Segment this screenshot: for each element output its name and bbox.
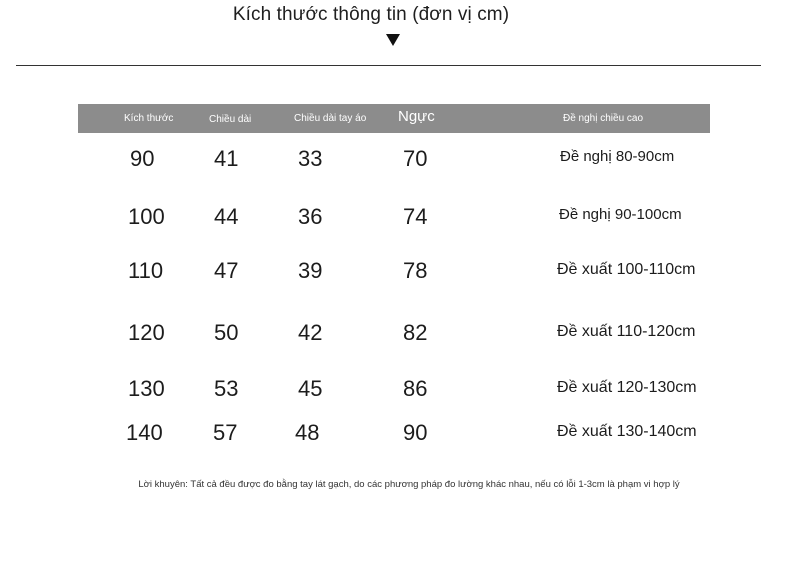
cell-sleeve: 48 [295,420,320,445]
down-arrow-icon [386,34,400,46]
measurement-note-text: Lời khuyên: Tất cả đều được đo bằng tay lát gạch, do các phương pháp đo lường khác nhau, nếu có lỗi 1-3cm là phạm vi hợp lý [138,479,680,490]
cell-length: 57 [213,420,238,445]
cell-length: 47 [214,258,239,283]
header-sleeve: Chiều dài tay áo [294,113,367,124]
cell-chest: 82 [403,320,428,345]
page-title [0,4,790,26]
cell-size: 110 [128,258,164,283]
cell-size: 90 [130,146,155,171]
cell-sleeve: 36 [298,204,323,229]
divider [16,65,761,66]
cell-length: 50 [214,320,239,345]
cell-height: Đề xuất 130-140cm [557,423,697,440]
cell-height: Đề xuất 120-130cm [557,379,697,396]
cell-chest: 70 [403,146,428,171]
cell-height: Đề xuất 100-110cm [557,261,696,278]
header-chest: Ngực [398,108,435,125]
cell-sleeve: 39 [298,258,323,283]
cell-length: 44 [214,204,239,229]
cell-chest: 74 [403,204,428,229]
cell-sleeve: 45 [298,376,323,401]
header-size: Kích thước [124,113,174,124]
cell-chest: 78 [403,258,428,283]
cell-height: Đề xuất 110-120cm [557,323,696,340]
header-length: Chiều dài [209,114,252,125]
cell-sleeve: 33 [298,146,323,171]
page-title-text: Kích thước thông tin (đơn vị cm) [232,4,510,25]
cell-size: 130 [128,376,165,401]
cell-size: 100 [128,204,165,229]
cell-chest: 86 [403,376,428,401]
cell-height: Đề nghị 80-90cm [560,148,675,165]
cell-sleeve: 42 [298,320,323,345]
cell-chest: 90 [403,420,428,445]
measurement-note [0,479,790,490]
cell-size: 120 [128,320,165,345]
cell-length: 53 [214,376,239,401]
cell-height: Đề nghị 90-100cm [559,206,682,223]
header-height: Đề nghị chiều cao [563,113,644,124]
cell-length: 41 [214,146,239,171]
cell-size: 140 [126,420,163,445]
